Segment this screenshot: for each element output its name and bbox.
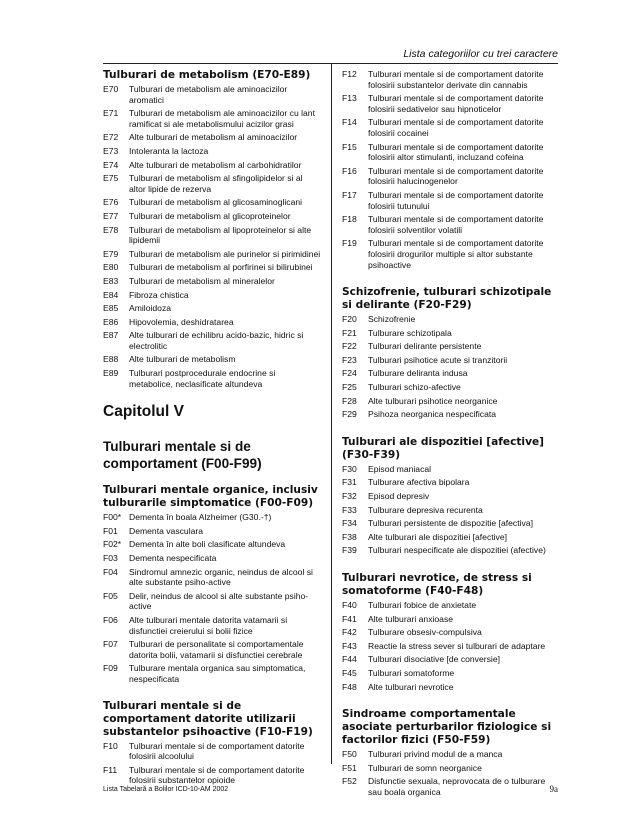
category-description: Alte tulburari nevrotice — [368, 681, 454, 692]
list-item — [103, 539, 321, 550]
list-item — [103, 354, 321, 365]
list-item — [103, 211, 321, 222]
category-description: Tulburari de metabolism al porfirinei si bilirubinei — [129, 262, 313, 273]
list-item — [342, 190, 558, 211]
category-code: E85 — [103, 303, 119, 314]
list-item — [103, 765, 321, 786]
category-code: E73 — [103, 145, 119, 156]
category-description: Schizofrenie — [368, 314, 416, 325]
category-description: Alte tulburari psihotice neorganice — [368, 395, 498, 406]
category-description: Tulburare mentala organica sau simptomatica, nespecificata — [129, 663, 306, 684]
category-code: F11 — [103, 764, 118, 775]
list-item — [103, 262, 321, 273]
category-description: Dementa vasculara — [129, 525, 204, 536]
list-item — [342, 682, 558, 693]
category-code: F48 — [342, 681, 357, 692]
category-description: Tulburari de metabolism ale purinelor si pirimidinei — [129, 248, 321, 259]
list-item — [342, 355, 558, 366]
category-description: Tulburari de metabolism al glicoproteinelor — [129, 210, 291, 221]
list-item — [103, 173, 321, 194]
category-code: F17 — [342, 189, 357, 200]
category-code: F33 — [342, 504, 357, 515]
list-item — [103, 591, 321, 612]
category-code: E86 — [103, 316, 119, 327]
category-description: Episod maniacal — [368, 463, 432, 474]
chapter-title: Tulburari mentale si de comportament (F00-F99) — [103, 439, 262, 472]
list-item — [342, 396, 558, 407]
right-column — [342, 69, 558, 801]
section-organic — [103, 484, 321, 684]
category-description: Tulburari schizo-afective — [368, 382, 461, 393]
list-item — [342, 328, 558, 339]
category-description: Tulburari de metabolism ale aminoacizilor cu lant ramificat si ale metabolismului acizilor grasi — [129, 108, 315, 129]
list-item — [103, 615, 321, 636]
category-description: Tulburari de metabolism al mineralelor — [129, 275, 275, 286]
category-description: Amiloidoza — [129, 303, 172, 314]
category-code: E74 — [103, 159, 119, 170]
category-code: E84 — [103, 289, 119, 300]
list-item — [342, 382, 558, 393]
category-code: F44 — [342, 654, 357, 665]
category-code: F20 — [342, 314, 357, 325]
category-description: Tulburari mentale si de comportament datorite folosirii substantelor opioide — [129, 764, 305, 786]
category-code: E72 — [103, 132, 119, 143]
category-description: Psihoza neorganica nespecificata — [368, 409, 497, 420]
category-description: Tulburari persistente de dispozitie [afectiva] — [368, 518, 533, 529]
category-description: Tulburari postprocedurale endocrine si metabolice, neclasificate altundeva — [129, 368, 276, 389]
list-item — [342, 600, 558, 611]
list-item — [103, 567, 321, 588]
list-item — [342, 776, 558, 797]
category-code: F02* — [103, 539, 122, 550]
list-item — [103, 303, 321, 314]
section-title-organic: Tulburari mentale organice, inclusiv tulburarile simptomatice (F00-F09) — [103, 484, 318, 510]
category-description: Tulburari mentale si de comportament datorite folosirii cocainei — [368, 117, 544, 138]
section-neurotic — [342, 572, 558, 692]
list-item — [103, 512, 321, 523]
section-title-mood: Tulburari ale dispozitiei [afective] (F30-F39) — [342, 435, 544, 461]
category-code: F41 — [342, 613, 357, 624]
left-column — [103, 69, 321, 789]
category-description: Tulburari nespecificate ale dispozitiei (afective) — [368, 545, 546, 556]
list-item — [342, 214, 558, 235]
category-description: Alte tulburari de metabolism al carbohidratilor — [129, 159, 302, 170]
category-description: Dementa în alte boli clasificate altundeva — [129, 539, 286, 550]
category-code: F34 — [342, 518, 357, 529]
category-code: E78 — [103, 224, 119, 235]
category-code: E80 — [103, 262, 119, 273]
category-code: F38 — [342, 531, 357, 542]
list-item — [342, 545, 558, 556]
category-description: Tulburari privind modul de a manca — [368, 749, 503, 760]
list-item — [342, 614, 558, 625]
category-code: F15 — [342, 141, 357, 152]
category-code: F09 — [103, 663, 118, 674]
category-description: Disfunctie sexuala, neprovocata de o tulburare sau boala organica — [368, 776, 546, 797]
column-divider — [331, 64, 332, 764]
chapter-label: Capitolul V — [103, 403, 184, 421]
category-description: Alte tulburari de metabolism — [129, 354, 236, 365]
list-item — [342, 477, 558, 488]
section-substance — [103, 700, 321, 786]
category-description: Fibroza chistica — [129, 289, 189, 300]
category-description: Tulburare afectiva bipolara — [368, 477, 470, 488]
list-item — [342, 668, 558, 679]
category-description: Episod depresiv — [368, 491, 430, 502]
category-description: Tulburari somatoforme — [368, 667, 455, 678]
category-description: Tulburari de metabolism al sfingolipidelor si al altor lipide de rezerva — [129, 173, 303, 194]
category-code: E89 — [103, 368, 119, 379]
category-description: Alte tulburari anxioase — [368, 613, 454, 624]
category-description: Tulburari mentale si de comportament datorite folosirii substantelor derivate din cannabis — [368, 69, 544, 90]
category-code: F32 — [342, 491, 357, 502]
category-code: F28 — [342, 395, 357, 406]
category-code: F45 — [342, 667, 357, 678]
category-code: F07 — [103, 639, 118, 650]
list-item — [342, 518, 558, 529]
category-description: Alte tulburari de echilibru acido-bazic, hidric si electrolitic — [129, 330, 304, 351]
list-item — [103, 160, 321, 171]
list-item — [342, 69, 558, 90]
category-description: Alte tulburari mentale datorita vatamarii si disfunctiei creierului si bolii fizice — [129, 615, 288, 636]
category-code: F05 — [103, 590, 118, 601]
category-code: F42 — [342, 627, 357, 638]
list-item — [103, 553, 321, 564]
section-title-behavioural: Sindroame comportamentale asociate perturbarilor fiziologice si factorilor fizici (F50-F59) — [342, 708, 552, 747]
category-description: Reactie la stress sever si tulburari de adaptare — [368, 640, 546, 651]
list-item — [342, 117, 558, 138]
category-code: F52 — [342, 776, 357, 787]
category-code: F31 — [342, 477, 357, 488]
category-code: F04 — [103, 566, 118, 577]
category-code: F01 — [103, 525, 118, 536]
category-description: Dementa în boala Alzheimer (G30.-†) — [129, 512, 272, 523]
category-description: Tulburare schizotipala — [368, 327, 452, 338]
category-description: Alte tulburari de metabolism al aminoacizilor — [129, 132, 298, 143]
category-code: F24 — [342, 368, 357, 379]
category-code: F39 — [342, 545, 357, 556]
category-description: Delir, neindus de alcool si alte substante psiho-active — [129, 590, 309, 612]
list-item — [103, 132, 321, 143]
list-item — [342, 368, 558, 379]
category-code: E71 — [103, 108, 119, 119]
category-description: Tulburari mentale si de comportament datorite folosirii halucinogenelor — [368, 165, 544, 187]
list-item — [103, 249, 321, 260]
section-title-schizophrenia: Schizofrenie, tulburari schizotipale si delirante (F20-F29) — [342, 286, 552, 312]
section-title-substance: Tulburari mentale si de comportament datorite utilizarii substantelor psihoactive (F10-F19) — [103, 699, 313, 738]
section-substance-continued — [342, 69, 558, 270]
list-item — [103, 317, 321, 328]
category-description: Hipovolemia, deshidratarea — [129, 316, 234, 327]
list-item — [342, 409, 558, 420]
category-description: Tulburari mentale si de comportament datorite folosirii sedativelor sau hipnoticelor — [368, 93, 544, 114]
category-description: Tulburare depresiva recurenta — [368, 504, 483, 515]
category-description: Tulburare obsesiv-compulsiva — [368, 627, 482, 638]
list-item — [103, 741, 321, 762]
section-schizophrenia — [342, 286, 558, 420]
list-item — [342, 491, 558, 502]
section-mood — [342, 436, 558, 556]
category-code: F10 — [103, 740, 118, 751]
category-description: Tulburari fobice de anxietate — [368, 600, 477, 610]
category-code: E77 — [103, 210, 119, 221]
category-description: Tulburari psihotice acute si tranzitorii — [368, 354, 508, 365]
list-item — [342, 627, 558, 638]
category-description: Tulburari mentale si de comportament datorite folosirii drogurilor multiple si altor substante psihoactive — [368, 238, 544, 270]
category-description: Alte tulburari ale dispozitiei [afective] — [368, 531, 508, 542]
list-item — [103, 663, 321, 684]
list-item — [342, 763, 558, 774]
category-description: Tulburari disociative [de conversie] — [368, 654, 500, 665]
category-description: Tulburari mentale si de comportament datorite folosirii altor stimulanti, incluzand cofeina — [368, 141, 544, 163]
section-title-metabolic: Tulburari de metabolism (E70-E89) — [103, 69, 311, 81]
category-description: Tulburari de metabolism ale aminoacizilor aromatici — [129, 84, 288, 105]
list-item — [103, 368, 321, 389]
list-item — [342, 464, 558, 475]
category-description: Tulburare deliranta indusa — [368, 368, 468, 379]
category-description: Tulburari mentale si de comportament datorite folosirii solventilor volatili — [368, 214, 544, 235]
category-code: F16 — [342, 165, 357, 176]
category-code: F00* — [103, 512, 122, 523]
category-description: Tulburari de personalitate si comportamentale datorita bolii, vatamarii si disfunctiei cerebrale — [129, 639, 304, 660]
category-description: Tulburari de metabolism al glicosaminoglicani — [129, 197, 303, 208]
list-item — [103, 146, 321, 157]
category-code: F18 — [342, 214, 357, 225]
list-item — [342, 142, 558, 163]
category-code: F23 — [342, 354, 357, 365]
list-item — [342, 749, 558, 760]
list-item — [103, 197, 321, 208]
category-code: E83 — [103, 275, 119, 286]
list-item — [103, 290, 321, 301]
page-number: 9a — [549, 784, 558, 794]
category-description: Tulburari delirante persistente — [368, 341, 482, 352]
category-code: E87 — [103, 330, 119, 341]
running-header: Lista categoriilor cu trei caractere — [403, 48, 558, 60]
category-code: F25 — [342, 382, 357, 393]
list-item — [103, 276, 321, 287]
category-description: Sindromul amnezic organic, neindus de alcool si alte substante psiho-active — [129, 566, 313, 588]
list-item — [342, 341, 558, 352]
category-code: E76 — [103, 197, 119, 208]
list-item — [103, 330, 321, 351]
category-code: F14 — [342, 117, 357, 128]
section-metabolic — [103, 69, 321, 389]
list-item — [342, 238, 558, 270]
category-code: F50 — [342, 749, 357, 760]
list-item — [342, 314, 558, 325]
list-item — [342, 93, 558, 114]
category-code: F06 — [103, 615, 118, 625]
section-title-neurotic: Tulburari nevrotice, de stress si somatoforme (F40-F48) — [342, 572, 532, 597]
category-description: Tulburari mentale si de comportament datorite folosirii tutunului — [368, 189, 544, 211]
category-code: F21 — [342, 327, 357, 338]
category-description: Intoleranta la lactoza — [129, 145, 209, 156]
list-item — [342, 641, 558, 652]
category-code: F03 — [103, 553, 118, 564]
category-code: E79 — [103, 248, 119, 259]
category-code: F22 — [342, 341, 357, 352]
list-item — [342, 166, 558, 187]
category-description: Tulburari de metabolism al lipoproteinelor si alte lipidemii — [129, 224, 312, 246]
category-code: E75 — [103, 173, 119, 184]
list-item — [103, 526, 321, 537]
section-behavioural — [342, 708, 558, 797]
category-code: F43 — [342, 640, 357, 651]
list-item — [103, 225, 321, 246]
category-code: F30 — [342, 463, 357, 474]
category-code: F29 — [342, 409, 357, 420]
category-code: F19 — [342, 238, 357, 249]
category-description: Tulburari mentale si de comportament datorite folosirii alcoolului — [129, 740, 305, 762]
category-description: Dementa nespecificata — [129, 553, 217, 564]
category-code: F40 — [342, 600, 357, 610]
page-footer: Lista Tabelară a Bolilor ICD-10-AM 2002 — [103, 786, 229, 793]
list-item — [342, 532, 558, 543]
category-code: E70 — [103, 84, 119, 94]
list-item — [103, 84, 321, 105]
list-item — [342, 505, 558, 516]
list-item — [103, 639, 321, 660]
category-code: F13 — [342, 93, 357, 104]
list-item — [342, 654, 558, 665]
category-code: F12 — [342, 69, 357, 79]
list-item — [103, 108, 321, 129]
category-code: F51 — [342, 762, 357, 773]
category-code: E88 — [103, 354, 119, 365]
category-description: Tulburari de somn neorganice — [368, 762, 482, 773]
